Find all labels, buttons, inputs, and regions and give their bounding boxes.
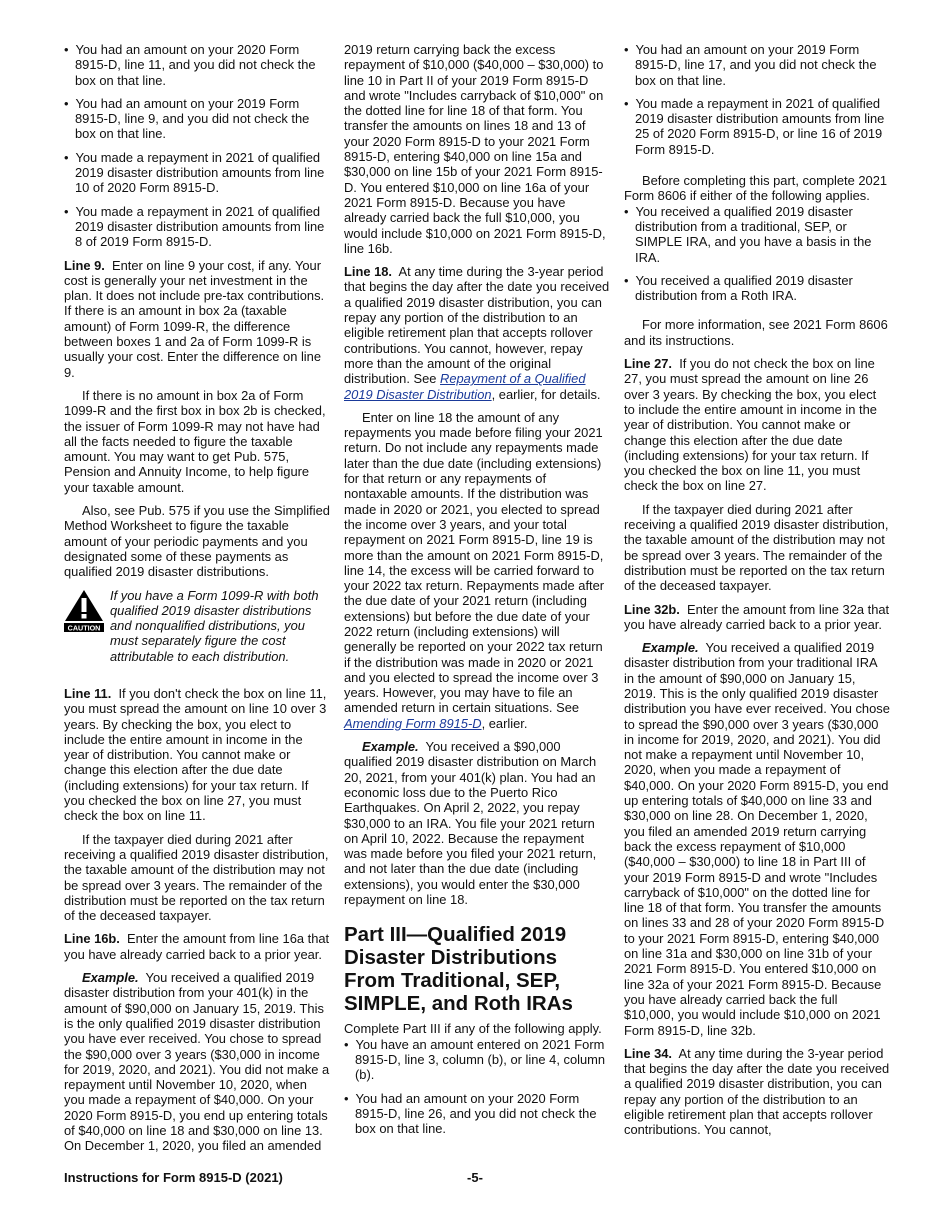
bullet-list — [64, 42, 330, 250]
example-label: Example. — [642, 640, 699, 656]
example-paragraph: Example. You received a qualified 2019 disaster distribution from your traditional IRA in the amount of $90,000 on January 15, 2019. This is the only qualified 2019 disaster distribution you have ever received. You chose to spread the $90,000 over 3 years ($30,000 in income for 2019, 2020, and 2021). You did not make a repayment until November 10, 2020, when you made a repayment of $40,000. On your 2020 Form 8915-D, you end up entering totals of $40,000 on line 33 and $30,000 on line 28. On December 1, 2020, you filed an amended 2019 return carrying back the excess repayment of $10,000 ($40,000 – $30,000) to line 18 in Part III of your 2019 Form 8915-D and wrote "Includes carryback of $10,000" on the dotted line for line 18 of that form. You transfer the amounts on lines 33 and 28 of your 2020 Form 8915-D to your 2021 Form 8915-D, entering $40,000 on line 31a and $30,000 on line 31b of your 2021 Form 8915-D. You entered $10,000 on line 32a of your 2021 Form 8915-D. Because you have already carried back the full $10,000, you would include $10,000 on 2021 Form 8915-D, line 32b. — [624, 640, 890, 1038]
line9-paragraph: Line 9. Enter on line 9 your cost, if any. Your cost is generally your net investment in the plan. It does not include pre-tax contributions. If there is an amount in box 2a (taxable amount) of Form 1099-R, the difference between boxes 1 and 2a of Form 1099-R is usually your cost. Enter the difference on line 9. — [64, 257, 325, 380]
line34-heading: Line 34. — [624, 1045, 673, 1061]
line27-paragraph: Line 27. If you do not check the box on line 27, you must spread the amount on line 26 over 3 years. By checking the box, you elect to include the entire amount in income in the year of distribution. You cannot make or change this election after the due date (including extensions) for your tax return. If you checked the box on line 11, you must check the box on line 27. — [624, 356, 877, 494]
line34-paragraph: Line 34. At any time during the 3-year period that begins the day after the date you received a qualified 2019 disaster distribution, you can repay any portion of the distribution to an eligible retirement plan that accepts rollover contributions. You cannot, — [624, 1045, 890, 1138]
list-item: • You made a repayment in 2021 of qualified 2019 disaster distribution amounts from line 10 of 2020 Form 8915-D. — [64, 149, 325, 196]
list-item: • You had an amount on your 2020 Form 8915-D, line 11, and you did not check the box on that line. — [64, 42, 316, 88]
paragraph: If there is no amount in box 2a of Form 1099-R and the first box in box 2b is checked, the issuer of Form 1099-R may not have had all the facts needed to figure the taxable amount. You may want to get Pub. 575, Pension and Annuity Income, to help figure your taxable amount. — [64, 387, 326, 495]
line11-paragraph: Line 11. If you don't check the box on line 11, you must spread the amount on line 10 over 3 years. By checking the box, you elect to include the entire amount in income in the year of distribution. You cannot make or change this election after the due date (including extensions) for your tax return. If you checked the box on line 27, you must check the box on line 11. — [64, 685, 327, 824]
line16b-heading: Line 16b. — [64, 931, 120, 947]
paragraph: If the taxpayer died during 2021 after receiving a qualified 2019 disaster distribution, the taxable amount of the distribution may not be spread over 3 years. The remainder of the distribution must be reported on the tax return of the deceased taxpayer. — [64, 831, 329, 924]
caution-label: CAUTION — [67, 622, 101, 632]
list-item: • You made a repayment in 2021 of qualified 2019 disaster distribution amounts from line 8 of 2019 Form 8915-D. — [64, 203, 325, 250]
paragraph: Before completing this part, complete 2021 Form 8606 if either of the following applies. — [624, 173, 888, 204]
line27-heading: Line 27. — [624, 356, 673, 372]
bullet-list — [344, 1037, 610, 1137]
list-item: • You have an amount entered on 2021 Form 8915-D, line 3, column (b), or line 4, column (b). — [344, 1036, 606, 1083]
caution-text: If you have a Form 1099-R with both qualified 2019 disaster distributions and nonqualified distributions, you must separately figure the cost attributable to each distribution. — [110, 587, 319, 664]
list-item: • You received a qualified 2019 disaster distribution from a traditional, SEP, or SIMPLE IRA, and you have a basis in the IRA. — [624, 203, 872, 265]
paragraph: Also, see Pub. 575 if you use the Simplified Method Worksheet to figure the taxable amount of your periodic payments and you designated some of these payments as qualified 2019 disaster distributions. — [64, 503, 330, 580]
bullet-list — [624, 204, 890, 304]
repayment-link[interactable]: Repayment of a Qualified 2019 Disaster Distribution — [344, 371, 586, 402]
caution-note — [64, 588, 330, 664]
example-paragraph: Example. You received a qualified 2019 disaster distribution from your 401(k) in the amount of $90,000 on January 15, 2019. This is the only qualified 2019 disaster distribution you have ever received. You chose to spread the $90,000 over 3 years ($30,000 in income for 2019, 2020, and 2021). You did not make a repayment until November 10, 2020, when you made a repayment of $40,000. On your 2020 Form 8915-D, you end up entering totals of $40,000 on line 18 and $30,000 on line 13. On December 1, 2020, you filed an amended — [64, 970, 330, 1154]
part3-title: Part III—Qualified 2019 Disaster Distributions From Traditional, SEP, SIMPLE, and Roth IRAs — [344, 923, 573, 1016]
line11-heading: Line 11. — [64, 685, 112, 701]
paragraph: 2019 return carrying back the excess repayment of $10,000 ($40,000 – $30,000) to line 10 in Part II of your 2019 Form 8915-D and wrote "Includes carryback of $10,000" on the dotted line for line 18 of that form. You transfer the amounts on lines 18 and 13 of your 2020 Form 8915-D to your 2021 Form 8915-D, entering $40,000 on line 15a and $30,000 on line 15b of your 2021 Form 8915-D. You entered $10,000 on line 16a of your 2021 Form 8915-D. Because you have already carried back the full $10,000, you would include $10,000 on 2021 Form 8915-D, line 16b. — [344, 42, 606, 256]
line16b-paragraph: Line 16b. Enter the amount from line 16a that you have already carried back to a prior year. — [64, 931, 330, 962]
bullet-list — [624, 42, 890, 157]
list-item: • You had an amount on your 2019 Form 8915-D, line 17, and you did not check the box on that line. — [624, 42, 877, 88]
line32b-heading: Line 32b. — [624, 601, 680, 617]
example-label: Example. — [82, 970, 139, 986]
caution-icon — [64, 588, 104, 632]
paragraph: For more information, see 2021 Form 8606 and its instructions. — [624, 317, 888, 348]
footer-title: Instructions for Form 8915-D (2021) — [64, 1170, 283, 1185]
list-item: • You received a qualified 2019 disaster distribution from a Roth IRA. — [624, 272, 853, 304]
column-2 — [344, 42, 610, 1144]
line18-paragraph: Line 18. At any time during the 3-year period that begins the day after the date you received a qualified 2019 disaster distribution, you can repay any portion of the distribution to an eligible retirement plan that accepts rollover contributions. You cannot, however, repay more than the amount of the original distribution. See Repayment of a Qualified 2019 Disaster Distribution, earlier, for details. — [344, 264, 610, 402]
paragraph: If the taxpayer died during 2021 after receiving a qualified 2019 disaster distribution, the taxable amount of the distribution may not be spread over 3 years. The remainder of the distribution must be reported on the tax return of the deceased taxpayer. — [624, 501, 889, 594]
example-paragraph: Example. You received a $90,000 qualified 2019 disaster distribution on March 20, 2021, from your 401(k) plan. You had an economic loss due to the Puerto Rico Earthquakes. On April 2, 2022, you repay $30,000 to an IRA. You file your 2021 return on April 10, 2022. Because the repayment was made before you filed your 2021 return, and not later than the due date (including extensions), you would enter the $30,000 repayment on line 18. — [344, 739, 597, 908]
example-label: Example. — [362, 739, 419, 755]
line32b-paragraph: Line 32b. Enter the amount from line 32a that you have already carried back to a prior year. — [624, 601, 890, 632]
part3-intro: Complete Part III if any of the following apply. — [344, 1021, 602, 1037]
amending-link[interactable]: Amending Form 8915-D — [344, 715, 482, 731]
paragraph: Enter on line 18 the amount of any repayments you made before filing your 2021 return. Do not include any repayments made later than the due date (including extensions) for that return or any repayments of nontaxable amounts. If the distribution was made in 2020 or 2021, you elected to spread the income over 3 years, and your total repayment on 2021 Form 8915-D, line 19 is more than the amount on 2021 Form 8915-D, line 14, the excess will be carried forward to your 2022 tax return. Repayments made after the due date of your 2021 return (including extensions) but before the due date of your 2022 return (including extensions) will generally be reported on your 2022 tax return if the distribution was made in 2020 or 2021 and you elected to spread the income over 3 years. However, you may have to file an amended return in certain situations. See Amending Form 8915-D, earlier. — [344, 409, 605, 731]
list-item: • You made a repayment in 2021 of qualified 2019 disaster distribution amounts from line 25 of 2020 Form 8915-D, or line 16 of 2019 Form 8915-D. — [624, 95, 885, 157]
line9-heading: Line 9. — [64, 257, 105, 273]
column-1 — [64, 42, 330, 1162]
list-item: • You had an amount on your 2019 Form 8915-D, line 9, and you did not check the box on that line. — [64, 95, 310, 142]
column-3 — [624, 42, 890, 1146]
line18-heading: Line 18. — [344, 264, 393, 280]
list-item: • You had an amount on your 2020 Form 8915-D, line 26, and you did not check the box on that line. — [344, 1090, 597, 1137]
page-number: -5- — [467, 1170, 483, 1185]
